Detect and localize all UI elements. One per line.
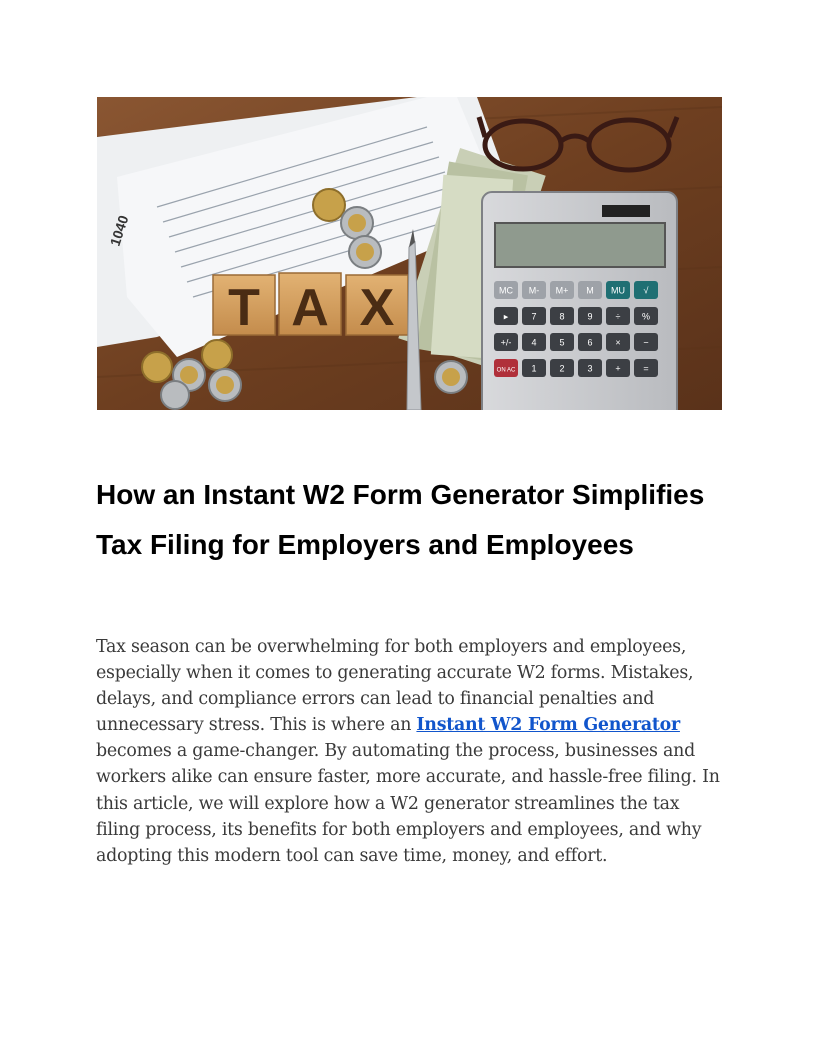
intro-text-after-link: becomes a game-changer. By automating the process, businesses and workers alike can ensure faster, more accurate, and hassle-free filing. In this article, we will explore how a W2 generator streamlines the tax filing process, its benefits for both employers and employees, and why adopting this modern tool can save time, money, and effort. bbox=[96, 741, 720, 866]
intro-text-before-link: Tax season can be overwhelming for both employers and employees, especially when it comes to generating accurate W2 forms. Mistakes, delays, and compliance errors can lead to financial penalties and unnecessary stress. This is where an bbox=[96, 637, 694, 736]
calculator-key-label: 1 bbox=[531, 363, 537, 374]
calculator-key-label: ON AC bbox=[496, 367, 516, 374]
calculator-key-label: 2 bbox=[559, 363, 565, 374]
tax-blocks bbox=[213, 273, 408, 337]
calculator-key-label: − bbox=[643, 337, 649, 348]
calculator-key-label: √ bbox=[643, 285, 649, 296]
calculator-key-label: ▸ bbox=[503, 311, 509, 322]
tax-block-letter: T bbox=[228, 279, 260, 337]
calculator-key-label: M+ bbox=[555, 285, 569, 296]
calculator-key-label: MU bbox=[611, 285, 625, 296]
calculator-key-label: 8 bbox=[559, 311, 565, 322]
calculator-key-label: 6 bbox=[587, 337, 593, 348]
article-title: How an Instant W2 Form Generator Simplifies Tax Filing for Employers and Employees bbox=[96, 479, 705, 560]
calculator-key-label: M- bbox=[528, 285, 540, 296]
calculator-key-label: + bbox=[615, 363, 621, 374]
calculator-key-label: ÷ bbox=[615, 311, 621, 322]
calculator-key-label: % bbox=[641, 311, 651, 322]
calculator-key-label: 5 bbox=[559, 337, 565, 348]
calculator-key-label: 4 bbox=[531, 337, 537, 348]
tax-block-letter: X bbox=[359, 279, 395, 337]
instant-w2-form-generator-link[interactable]: Instant W2 Form Generator bbox=[416, 715, 680, 736]
calculator-key-label: M bbox=[586, 285, 594, 296]
article-intro-paragraph bbox=[96, 634, 726, 869]
tax-block-letter: A bbox=[291, 279, 329, 337]
calculator bbox=[482, 192, 677, 410]
hero-image bbox=[97, 97, 722, 410]
form-number-label: 1040 bbox=[106, 213, 132, 248]
calculator-key-label: × bbox=[615, 337, 621, 348]
calculator-key-label: 3 bbox=[587, 363, 593, 374]
calculator-key-label: 9 bbox=[587, 311, 593, 322]
calculator-key-label: = bbox=[643, 363, 649, 374]
calculator-key-label: 7 bbox=[531, 311, 537, 322]
calculator-key-label: +/- bbox=[500, 337, 512, 348]
calculator-key-label: MC bbox=[499, 285, 513, 296]
tax-illustration bbox=[97, 97, 722, 410]
